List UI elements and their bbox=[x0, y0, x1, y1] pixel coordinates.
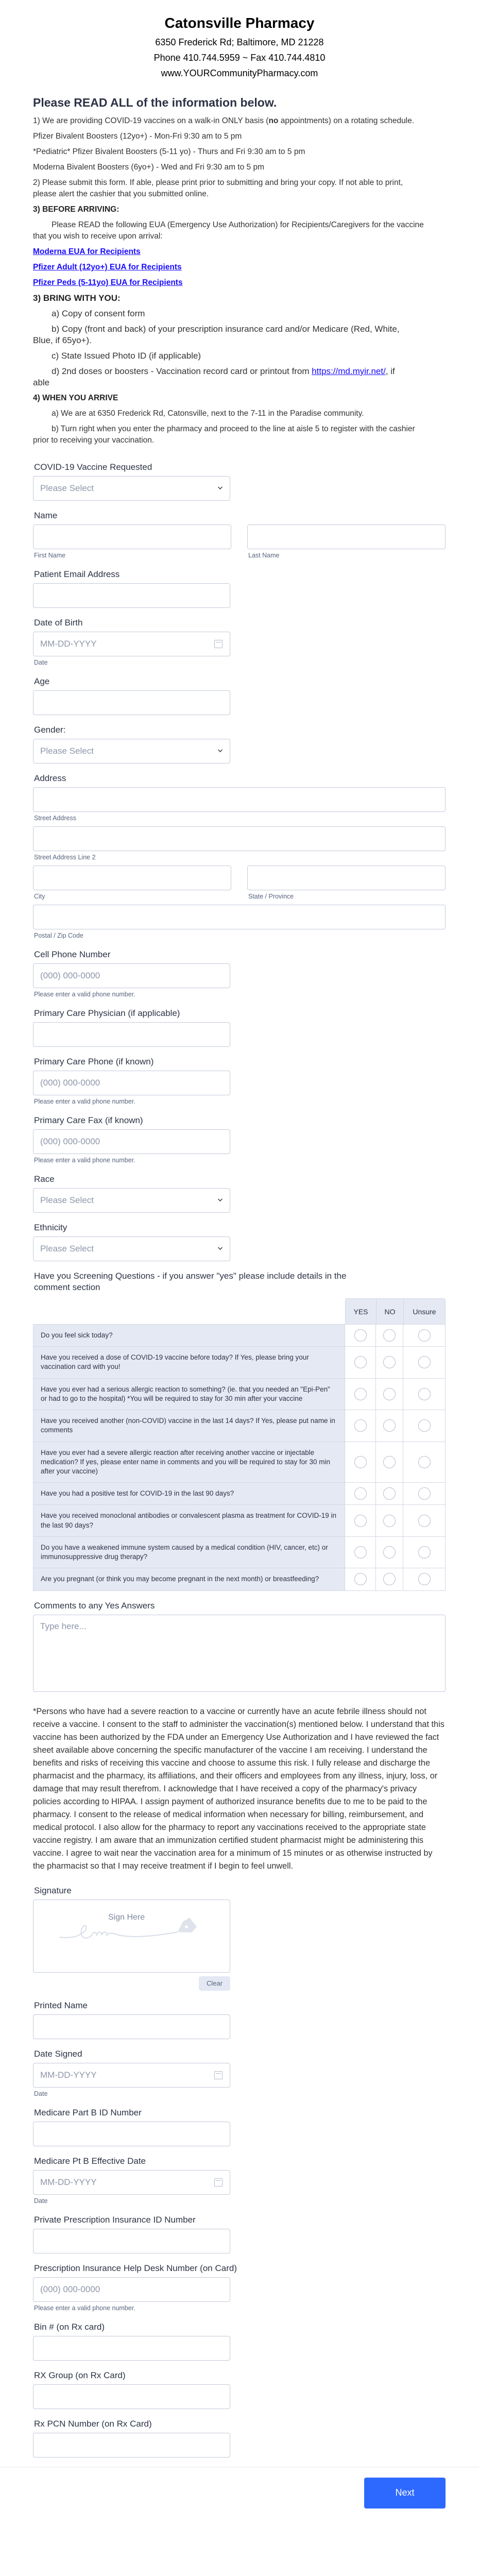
screening-question: Have you ever had a serious allergic reaction to something? (ie. that you needed an "Epi-Pen" or had to go to the hospital) *You will be required to stay for 30 min after your vaccine bbox=[33, 1379, 345, 1410]
first-name-input[interactable] bbox=[33, 524, 231, 549]
rx-group-field bbox=[33, 2370, 446, 2409]
answer-cell-no bbox=[375, 1325, 403, 1346]
pcp-input[interactable] bbox=[33, 1022, 230, 1047]
chevron-down-icon bbox=[218, 1245, 223, 1250]
answer-cell-yes bbox=[345, 1325, 375, 1346]
intro-item-2-cont: please alert the cashier that you submitted online. bbox=[33, 190, 209, 198]
last-name-input[interactable] bbox=[247, 524, 446, 549]
street-address-input[interactable] bbox=[33, 787, 446, 812]
text: appointments) on a rotating schedule. bbox=[278, 116, 415, 125]
radio-unsure[interactable] bbox=[418, 1419, 431, 1432]
bin-input[interactable] bbox=[33, 2336, 230, 2361]
pcn-label: Rx PCN Number (on Rx Card) bbox=[34, 2418, 152, 2429]
help-desk-hint: Please enter a valid phone number. bbox=[34, 2304, 135, 2312]
arrive-item-a: a) We are at 6350 Frederick Rd, Catonsville, next to the 7-11 in the Paradise community. bbox=[52, 409, 364, 418]
radio-no[interactable] bbox=[383, 1573, 396, 1585]
phone-placeholder: (000) 000-0000 bbox=[40, 2284, 100, 2294]
zip-sublabel: Postal / Zip Code bbox=[34, 932, 83, 939]
cell-phone-field bbox=[33, 949, 446, 998]
medicare-id-input[interactable] bbox=[33, 2122, 230, 2146]
date-placeholder: MM-DD-YYYY bbox=[40, 639, 97, 649]
radio-unsure[interactable] bbox=[418, 1388, 431, 1400]
date-signed-field bbox=[33, 2048, 446, 2098]
cell-phone-hint: Please enter a valid phone number. bbox=[34, 991, 135, 998]
intro-section bbox=[33, 95, 446, 446]
schedule-moderna: Moderna Bivalent Boosters (6yo+) - Wed and Fri 9:30 am to 5 pm bbox=[33, 163, 264, 172]
radio-unsure[interactable] bbox=[418, 1573, 431, 1585]
intro-item-2: 2) Please submit this form. If able, please print prior to submitting and bring your copy. If not able to print, bbox=[33, 178, 403, 187]
answer-cell-yes bbox=[345, 1379, 375, 1410]
chevron-down-icon bbox=[218, 485, 223, 489]
email-input[interactable] bbox=[33, 583, 230, 608]
text: 1) We are providing COVID-19 vaccines on a walk-in ONLY basis ( bbox=[33, 116, 269, 125]
radio-no[interactable] bbox=[383, 1419, 396, 1432]
screening-row bbox=[33, 1347, 446, 1378]
rx-group-label: RX Group (on Rx Card) bbox=[34, 2370, 126, 2380]
answer-cell-unsure bbox=[403, 1347, 445, 1378]
vaccine-select[interactable] bbox=[33, 476, 230, 501]
radio-no[interactable] bbox=[383, 1329, 396, 1342]
answer-cell-unsure bbox=[403, 1410, 445, 1441]
answer-cell-yes bbox=[345, 1568, 375, 1590]
ethnicity-field bbox=[33, 1222, 446, 1261]
answer-cell-no bbox=[375, 1505, 403, 1536]
dob-label: Date of Birth bbox=[34, 618, 83, 628]
answer-cell-unsure bbox=[403, 1379, 445, 1410]
pcp-phone-input[interactable] bbox=[33, 1071, 230, 1095]
answer-cell-yes bbox=[345, 1347, 375, 1378]
screening-row bbox=[33, 1483, 446, 1505]
dob-field bbox=[33, 617, 446, 667]
race-select[interactable] bbox=[33, 1188, 230, 1213]
pcp-fax-field bbox=[33, 1115, 446, 1164]
arrive-item-b-cont: prior to receiving your vaccination. bbox=[33, 436, 155, 445]
screening-row bbox=[33, 1410, 446, 1442]
dob-input[interactable] bbox=[33, 632, 230, 656]
answer-cell-no bbox=[375, 1537, 403, 1568]
answer-cell-unsure bbox=[403, 1483, 445, 1504]
answer-cell-no bbox=[375, 1568, 403, 1590]
screening-label-cont: comment section bbox=[34, 1282, 100, 1292]
medicare-date-label: Medicare Pt B Effective Date bbox=[34, 2156, 146, 2166]
next-button[interactable]: Next bbox=[364, 2478, 446, 2509]
radio-no[interactable] bbox=[383, 1388, 396, 1400]
pcn-field bbox=[33, 2418, 446, 2458]
bring-heading: 3) BRING WITH YOU: bbox=[33, 293, 121, 303]
radio-no[interactable] bbox=[383, 1515, 396, 1527]
form-footer bbox=[0, 2467, 479, 2521]
answer-cell-no bbox=[375, 1410, 403, 1441]
race-field bbox=[33, 1174, 446, 1213]
before-arriving-heading: 3) BEFORE ARRIVING: bbox=[33, 205, 119, 214]
clear-signature-button[interactable]: Clear bbox=[199, 1976, 230, 1991]
screening-question: Have you received another (non-COVID) vaccine in the last 14 days? If Yes, please put name in comments bbox=[33, 1410, 345, 1441]
answer-cell-unsure bbox=[403, 1505, 445, 1536]
arrive-item-b: b) Turn right when you enter the pharmacy and proceed to the line at aisle 5 to register with the cashier bbox=[52, 425, 415, 433]
date-signed-sublabel: Date bbox=[34, 2090, 48, 2097]
signature-pad[interactable] bbox=[33, 1900, 230, 1973]
radio-no[interactable] bbox=[383, 1487, 396, 1500]
screening-table bbox=[33, 1324, 446, 1591]
pcp-fax-input[interactable] bbox=[33, 1129, 230, 1154]
moderna-eua-link[interactable]: Moderna EUA for Recipients bbox=[33, 247, 141, 256]
city-sublabel: City bbox=[34, 893, 45, 900]
race-label: Race bbox=[34, 1174, 55, 1184]
street-address-2-sublabel: Street Address Line 2 bbox=[34, 854, 96, 861]
select-placeholder: Please Select bbox=[40, 483, 94, 493]
date-signed-label: Date Signed bbox=[34, 2048, 82, 2059]
age-field bbox=[33, 676, 446, 715]
ethnicity-select[interactable] bbox=[33, 1236, 230, 1261]
pcp-phone-field bbox=[33, 1056, 446, 1106]
printed-name-label: Printed Name bbox=[34, 2000, 88, 2010]
schedule-pfizer: Pfizer Bivalent Boosters (12yo+) - Mon-Fri 9:30 am to 5 pm bbox=[33, 132, 242, 141]
phone-placeholder: (000) 000-0000 bbox=[40, 1078, 100, 1088]
last-name-sublabel: Last Name bbox=[248, 552, 280, 559]
screening-row bbox=[33, 1537, 446, 1568]
signature-label: Signature bbox=[34, 1885, 72, 1895]
date-signed-input[interactable] bbox=[33, 2063, 230, 2088]
bring-item-b: b) Copy (front and back) of your prescription insurance card and/or Medicare (Red, White, bbox=[52, 324, 400, 334]
pfizer-peds-eua-link[interactable]: Pfizer Peds (5-11yo) EUA for Recipients bbox=[33, 278, 183, 287]
consent-text: *Persons who have had a severe reaction to a vaccine or currently have an acute febrile illness should not receive a vaccine. I consent to the staff to administer the vaccination(s) mentioned below. I understand that this vaccine has been authorized by the FDA under an Emergency Use Authorization and I have reviewed the fact sheet available above concerning the specific manufacturer of the vaccine I am receiving. I understand the benefits and risks of receiving this vaccine and choose to assume this risk. I fully release and discharge the pharmacist and the pharmacy, its affiliations, and their officers and employees from any illness, injury, loss, or damage that may result therefrom. I acknowledge that I have received a copy of the pharmacy's privacy policies according to HIPAA. I assign payment of authorized insurance benefits due to me to be paid to the pharmacy. I consent to the release of medical information when necessary for billing, reimbursement, and medical protocol. I also allow for the pharmacy to report any vaccinations received to the appropriate state vaccine registry. I am aware that an immunization certified student pharmacist might be administering this vaccine. I agree to wait near the vaccination area for a minimum of 15 minutes or as otherwise instructed by the pharmacist so that I may receive treatment if I begin to feel unwell. bbox=[33, 1706, 444, 1871]
street-address-2-input[interactable] bbox=[33, 826, 446, 851]
pharmacy-phone: Phone 410.744.5959 ~ Fax 410.744.4810 bbox=[153, 53, 326, 63]
screening-question: Have you ever had a severe allergic reaction after receiving another vaccine or injectable medication? If yes, please enter name in comments and you will be required to stay for 30 min after your vaccine) bbox=[33, 1442, 345, 1483]
radio-no[interactable] bbox=[383, 1456, 396, 1468]
medicare-id-label: Medicare Part B ID Number bbox=[34, 2107, 142, 2117]
vaccine-label: COVID-19 Vaccine Requested bbox=[34, 462, 152, 472]
column-header-no: NO bbox=[376, 1298, 403, 1324]
printed-name-field bbox=[33, 2000, 446, 2039]
radio-no[interactable] bbox=[383, 1356, 396, 1368]
bin-field bbox=[33, 2321, 446, 2361]
pharmacy-header bbox=[0, 0, 479, 79]
text-bold: no bbox=[268, 116, 279, 125]
answer-cell-unsure bbox=[403, 1537, 445, 1568]
answer-cell-no bbox=[375, 1442, 403, 1483]
schedule-pediatric: *Pediatric* Pfizer Bivalent Boosters (5-11 yo) - Thurs and Fri 9:30 am to 5 pm bbox=[33, 147, 305, 156]
arrive-heading: 4) WHEN YOU ARRIVE bbox=[33, 394, 118, 402]
address-label: Address bbox=[34, 773, 66, 783]
pfizer-adult-eua-link[interactable]: Pfizer Adult (12yo+) EUA for Recipients bbox=[33, 263, 182, 272]
bin-label: Bin # (on Rx card) bbox=[34, 2321, 105, 2332]
bring-item-d bbox=[33, 366, 446, 377]
medicare-date-field bbox=[33, 2156, 446, 2205]
zip-input[interactable] bbox=[33, 905, 446, 929]
cell-phone-input[interactable] bbox=[33, 963, 230, 988]
help-desk-label: Prescription Insurance Help Desk Number (on Card) bbox=[34, 2263, 237, 2273]
private-insurance-input[interactable] bbox=[33, 2229, 230, 2253]
radio-yes[interactable] bbox=[354, 1356, 367, 1368]
printed-name-input[interactable] bbox=[33, 2014, 230, 2039]
answer-cell-yes bbox=[345, 1505, 375, 1536]
answer-cell-unsure bbox=[403, 1568, 445, 1590]
screening-field bbox=[33, 1270, 446, 1591]
answer-cell-unsure bbox=[403, 1325, 445, 1346]
city-input[interactable] bbox=[33, 866, 231, 890]
help-desk-input[interactable] bbox=[33, 2277, 230, 2302]
bring-item-c: c) State Issued Photo ID (if applicable) bbox=[52, 351, 201, 361]
screening-question: Are you pregnant (or think you may become pregnant in the next month) or breastfeeding? bbox=[33, 1568, 345, 1590]
answer-cell-no bbox=[375, 1347, 403, 1378]
comments-label: Comments to any Yes Answers bbox=[34, 1600, 155, 1611]
medicare-id-field bbox=[33, 2107, 446, 2146]
gender-field bbox=[33, 724, 446, 764]
bring-item-b-cont: Blue, if 65yo+). bbox=[33, 335, 92, 345]
bring-item-d-cont: able bbox=[33, 378, 50, 387]
intro-item-1 bbox=[33, 115, 446, 127]
screening-row bbox=[33, 1505, 446, 1536]
chevron-down-icon bbox=[218, 1197, 223, 1201]
radio-no[interactable] bbox=[383, 1546, 396, 1558]
answer-cell-yes bbox=[345, 1442, 375, 1483]
email-label: Patient Email Address bbox=[34, 569, 120, 579]
date-placeholder: MM-DD-YYYY bbox=[40, 2070, 97, 2080]
screening-row bbox=[33, 1324, 446, 1347]
comments-field bbox=[33, 1600, 446, 1692]
answer-cell-unsure bbox=[403, 1442, 445, 1483]
gender-label: Gender: bbox=[34, 725, 66, 735]
street-address-sublabel: Street Address bbox=[34, 815, 76, 822]
intro-heading: Please READ ALL of the information below. bbox=[33, 96, 277, 109]
medicare-date-sublabel: Date bbox=[34, 2197, 48, 2205]
screening-header bbox=[345, 1298, 446, 1324]
screening-question: Have you received a dose of COVID-19 vaccine before today? If Yes, please bring your vaccination card with you! bbox=[33, 1347, 345, 1378]
comments-textarea[interactable] bbox=[33, 1615, 446, 1692]
private-insurance-label: Private Prescription Insurance ID Number bbox=[34, 2214, 196, 2225]
before-arriving-text-cont: that you wish to receive upon arrival: bbox=[33, 232, 163, 241]
screening-row bbox=[33, 1568, 446, 1590]
vaccine-field bbox=[33, 462, 446, 501]
myir-link[interactable]: https://md.myir.net/ bbox=[312, 366, 386, 376]
answer-cell-yes bbox=[345, 1483, 375, 1504]
screening-question: Do you feel sick today? bbox=[33, 1325, 345, 1346]
screening-question: Have you had a positive test for COVID-19 in the last 90 days? bbox=[33, 1483, 345, 1504]
text: , if bbox=[385, 366, 395, 376]
gender-select[interactable] bbox=[33, 739, 230, 764]
ethnicity-label: Ethnicity bbox=[34, 1223, 67, 1232]
calendar-icon[interactable] bbox=[214, 2071, 223, 2079]
state-sublabel: State / Province bbox=[248, 893, 294, 900]
radio-unsure[interactable] bbox=[418, 1329, 431, 1342]
pcp-fax-label: Primary Care Fax (if known) bbox=[34, 1115, 143, 1125]
phone-placeholder: (000) 000-0000 bbox=[40, 971, 100, 980]
date-placeholder: MM-DD-YYYY bbox=[40, 2177, 97, 2187]
screening-row bbox=[33, 1442, 446, 1483]
radio-unsure[interactable] bbox=[418, 1456, 431, 1468]
radio-yes[interactable] bbox=[354, 1456, 367, 1468]
screening-question: Do you have a weakened immune system caused by a medical condition (HIV, cancer, etc) or immunosuppressive drug therapy? bbox=[33, 1537, 345, 1568]
radio-yes[interactable] bbox=[354, 1573, 367, 1585]
name-label: Name bbox=[34, 511, 58, 520]
state-input[interactable] bbox=[247, 866, 446, 890]
age-label: Age bbox=[34, 676, 50, 686]
radio-yes[interactable] bbox=[354, 1546, 367, 1558]
radio-yes[interactable] bbox=[354, 1329, 367, 1342]
select-placeholder: Please Select bbox=[40, 1244, 94, 1253]
rx-group-input[interactable] bbox=[33, 2384, 230, 2409]
select-placeholder: Please Select bbox=[40, 1195, 94, 1205]
calendar-icon[interactable] bbox=[214, 640, 223, 648]
radio-yes[interactable] bbox=[354, 1515, 367, 1527]
name-field bbox=[33, 510, 446, 560]
radio-unsure[interactable] bbox=[418, 1487, 431, 1500]
radio-unsure[interactable] bbox=[418, 1546, 431, 1558]
pharmacy-name: Catonsville Pharmacy bbox=[164, 15, 315, 31]
column-header-unsure: Unsure bbox=[403, 1298, 446, 1324]
help-desk-field bbox=[33, 2263, 446, 2312]
pcp-phone-hint: Please enter a valid phone number. bbox=[34, 1098, 135, 1105]
phone-placeholder: (000) 000-0000 bbox=[40, 1137, 100, 1146]
cell-phone-label: Cell Phone Number bbox=[34, 950, 111, 959]
pharmacy-website: www.YOURCommunityPharmacy.com bbox=[161, 68, 318, 78]
before-arriving-text: Please READ the following EUA (Emergency Use Authorization) for Recipients/Caregivers for the vaccine bbox=[52, 221, 424, 229]
answer-cell-no bbox=[375, 1483, 403, 1504]
radio-yes[interactable] bbox=[354, 1419, 367, 1432]
answer-cell-yes bbox=[345, 1410, 375, 1441]
answer-cell-no bbox=[375, 1379, 403, 1410]
pcp-fax-hint: Please enter a valid phone number. bbox=[34, 1157, 135, 1164]
screening-question: Have you received monoclonal antibodies or convalescent plasma as treatment for COVID-19 in the last 90 days? bbox=[33, 1505, 345, 1536]
radio-unsure[interactable] bbox=[418, 1515, 431, 1527]
column-header-yes: YES bbox=[345, 1298, 376, 1324]
chevron-down-icon bbox=[218, 748, 223, 752]
pcn-input[interactable] bbox=[33, 2433, 230, 2458]
medicare-date-input[interactable] bbox=[33, 2170, 230, 2195]
address-field bbox=[33, 773, 446, 940]
radio-yes[interactable] bbox=[354, 1388, 367, 1400]
answer-cell-yes bbox=[345, 1537, 375, 1568]
screening-row bbox=[33, 1379, 446, 1410]
sign-here-hint: Sign Here bbox=[108, 1912, 145, 1922]
private-insurance-field bbox=[33, 2214, 446, 2253]
bring-item-a: a) Copy of consent form bbox=[52, 309, 145, 318]
dob-sublabel: Date bbox=[34, 659, 48, 666]
calendar-icon[interactable] bbox=[214, 2178, 223, 2187]
radio-yes[interactable] bbox=[354, 1487, 367, 1500]
radio-unsure[interactable] bbox=[418, 1356, 431, 1368]
select-placeholder: Please Select bbox=[40, 746, 94, 756]
pharmacy-address: 6350 Frederick Rd; Baltimore, MD 21228 bbox=[155, 37, 324, 47]
pcp-phone-label: Primary Care Phone (if known) bbox=[34, 1057, 154, 1066]
screening-label: Have you Screening Questions - if you answer "yes" please include details in the bbox=[34, 1271, 347, 1281]
pcp-field bbox=[33, 1008, 446, 1047]
age-input[interactable] bbox=[33, 690, 230, 715]
text: d) 2nd doses or boosters - Vaccination record card or printout from bbox=[52, 366, 312, 376]
email-field bbox=[33, 569, 446, 608]
pcp-label: Primary Care Physician (if applicable) bbox=[34, 1008, 180, 1018]
textarea-placeholder: Type here... bbox=[40, 1621, 87, 1631]
signature-pen-icon bbox=[57, 1916, 211, 1949]
signature-field bbox=[33, 1885, 446, 1991]
first-name-sublabel: First Name bbox=[34, 552, 66, 559]
